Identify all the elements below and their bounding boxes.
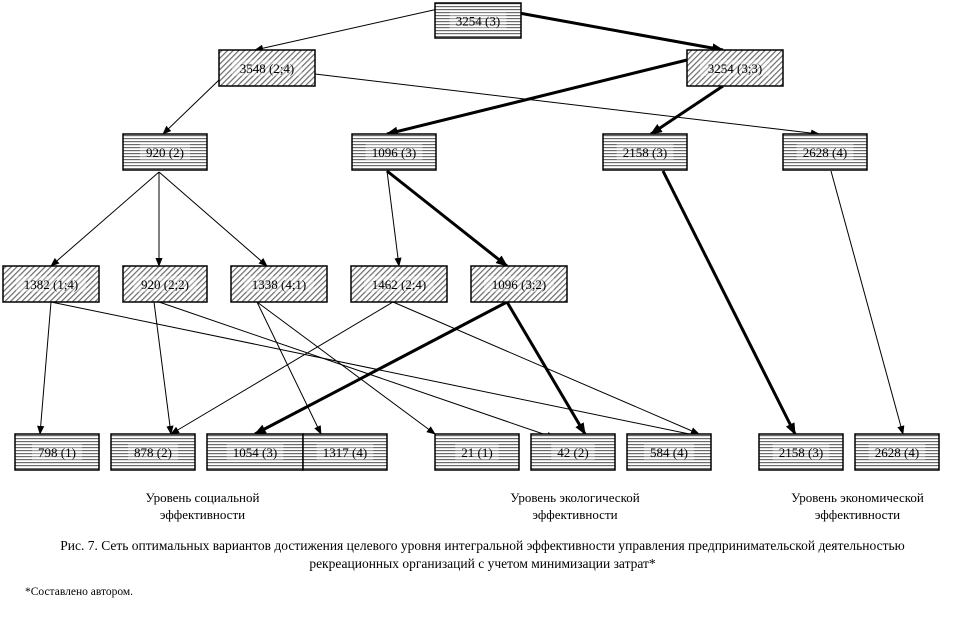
node-n_b1 (15, 434, 99, 470)
node-label: 3548 (2;4) (239, 61, 295, 76)
node-n_top (435, 3, 521, 38)
node-n_l3b (123, 266, 207, 302)
node-n_l3d (351, 266, 447, 302)
node-n_l3c (231, 266, 327, 302)
edge-n_l2b-to-n_l3e (387, 171, 507, 266)
edge-n_l3e-to-n_b3 (255, 302, 507, 434)
edge-n_l3c-to-n_b4 (257, 302, 321, 434)
figure-caption: Рис. 7. Сеть оптимальных вариантов достижения целевого уровня интегральной эффективности управления предпринимательской деятельностью рекреационных организаций с учетом минимизации затрат* (60, 538, 905, 571)
node-label: 2628 (4) (802, 145, 848, 160)
edge-n_l3d-to-n_b2 (171, 302, 393, 434)
node-label: 3254 (3;3) (707, 61, 763, 76)
node-label: 42 (2) (557, 445, 589, 460)
node-n_l2c (603, 134, 687, 170)
node-label: 1462 (2;4) (371, 277, 427, 292)
node-label: 920 (2) (146, 145, 184, 160)
node-n_l3a (3, 266, 99, 302)
edge-n_l2d-to-n_b9 (831, 171, 903, 434)
edge-n_l3a-to-n_b7 (51, 302, 699, 436)
level-economic-label: Уровень экономической эффективности (791, 490, 924, 522)
node-n_b7 (627, 434, 711, 470)
node-label: 21 (1) (461, 445, 493, 460)
node-label: 2628 (4) (874, 445, 920, 460)
edge-n_l2a-to-n_l3a (51, 172, 159, 266)
node-n_b8 (759, 434, 843, 470)
node-label: 3254 (3) (455, 13, 501, 29)
node-n_l3e (471, 266, 567, 302)
node-label: 1338 (4;1) (251, 277, 307, 292)
node-label: 2158 (3) (622, 145, 668, 160)
edge-n_l3c-to-n_b5 (257, 302, 435, 434)
edge-n_l3a-to-n_b1 (40, 302, 51, 434)
node-label: 1096 (3) (371, 145, 417, 160)
node-n_l2b (352, 134, 436, 170)
node-n_b6 (531, 434, 615, 470)
node-label: 878 (2) (134, 445, 172, 460)
level-social-label: Уровень социальной эффективности (145, 490, 260, 522)
edge-n_l1a-to-n_l2a (163, 80, 219, 134)
edge-n_l1b-to-n_l2b (387, 60, 687, 134)
node-label: 2158 (3) (778, 445, 824, 460)
edge-n_l1b-to-n_l2c (651, 86, 723, 134)
node-n_l1b (687, 50, 783, 86)
node-label: 920 (2;2) (140, 277, 190, 292)
edge-n_l2a-to-n_l3c (159, 172, 267, 266)
node-label: 798 (1) (38, 445, 76, 460)
node-label: 1054 (3) (232, 445, 278, 460)
edge-n_l2b-to-n_l3d (387, 171, 399, 266)
node-n_b4 (303, 434, 387, 470)
source-note: *Составлено автором. (25, 586, 134, 598)
node-label: 1317 (4) (322, 445, 368, 460)
node-label: 1382 (1;4) (23, 277, 79, 292)
node-n_l2d (783, 134, 867, 170)
node-n_l2a (123, 134, 207, 170)
edge-n_l3e-to-n_b6 (507, 302, 585, 434)
level-ecological-label: Уровень экологической эффективности (510, 490, 640, 522)
node-n_b3 (207, 434, 303, 470)
node-n_b9 (855, 434, 939, 470)
edge-n_l3b-to-n_b6 (159, 302, 555, 438)
edge-n_top-to-n_l1a (255, 9, 438, 50)
node-label: 584 (4) (650, 445, 688, 460)
edge-n_l3b-to-n_b2 (154, 302, 171, 434)
node-n_b2 (111, 434, 195, 470)
edge-n_top-to-n_l1b (519, 13, 723, 50)
edge-n_l2c-to-n_b8 (663, 171, 795, 434)
node-n_b5 (435, 434, 519, 470)
node-n_l1a (219, 50, 315, 86)
node-label: 1096 (3;2) (491, 277, 547, 292)
